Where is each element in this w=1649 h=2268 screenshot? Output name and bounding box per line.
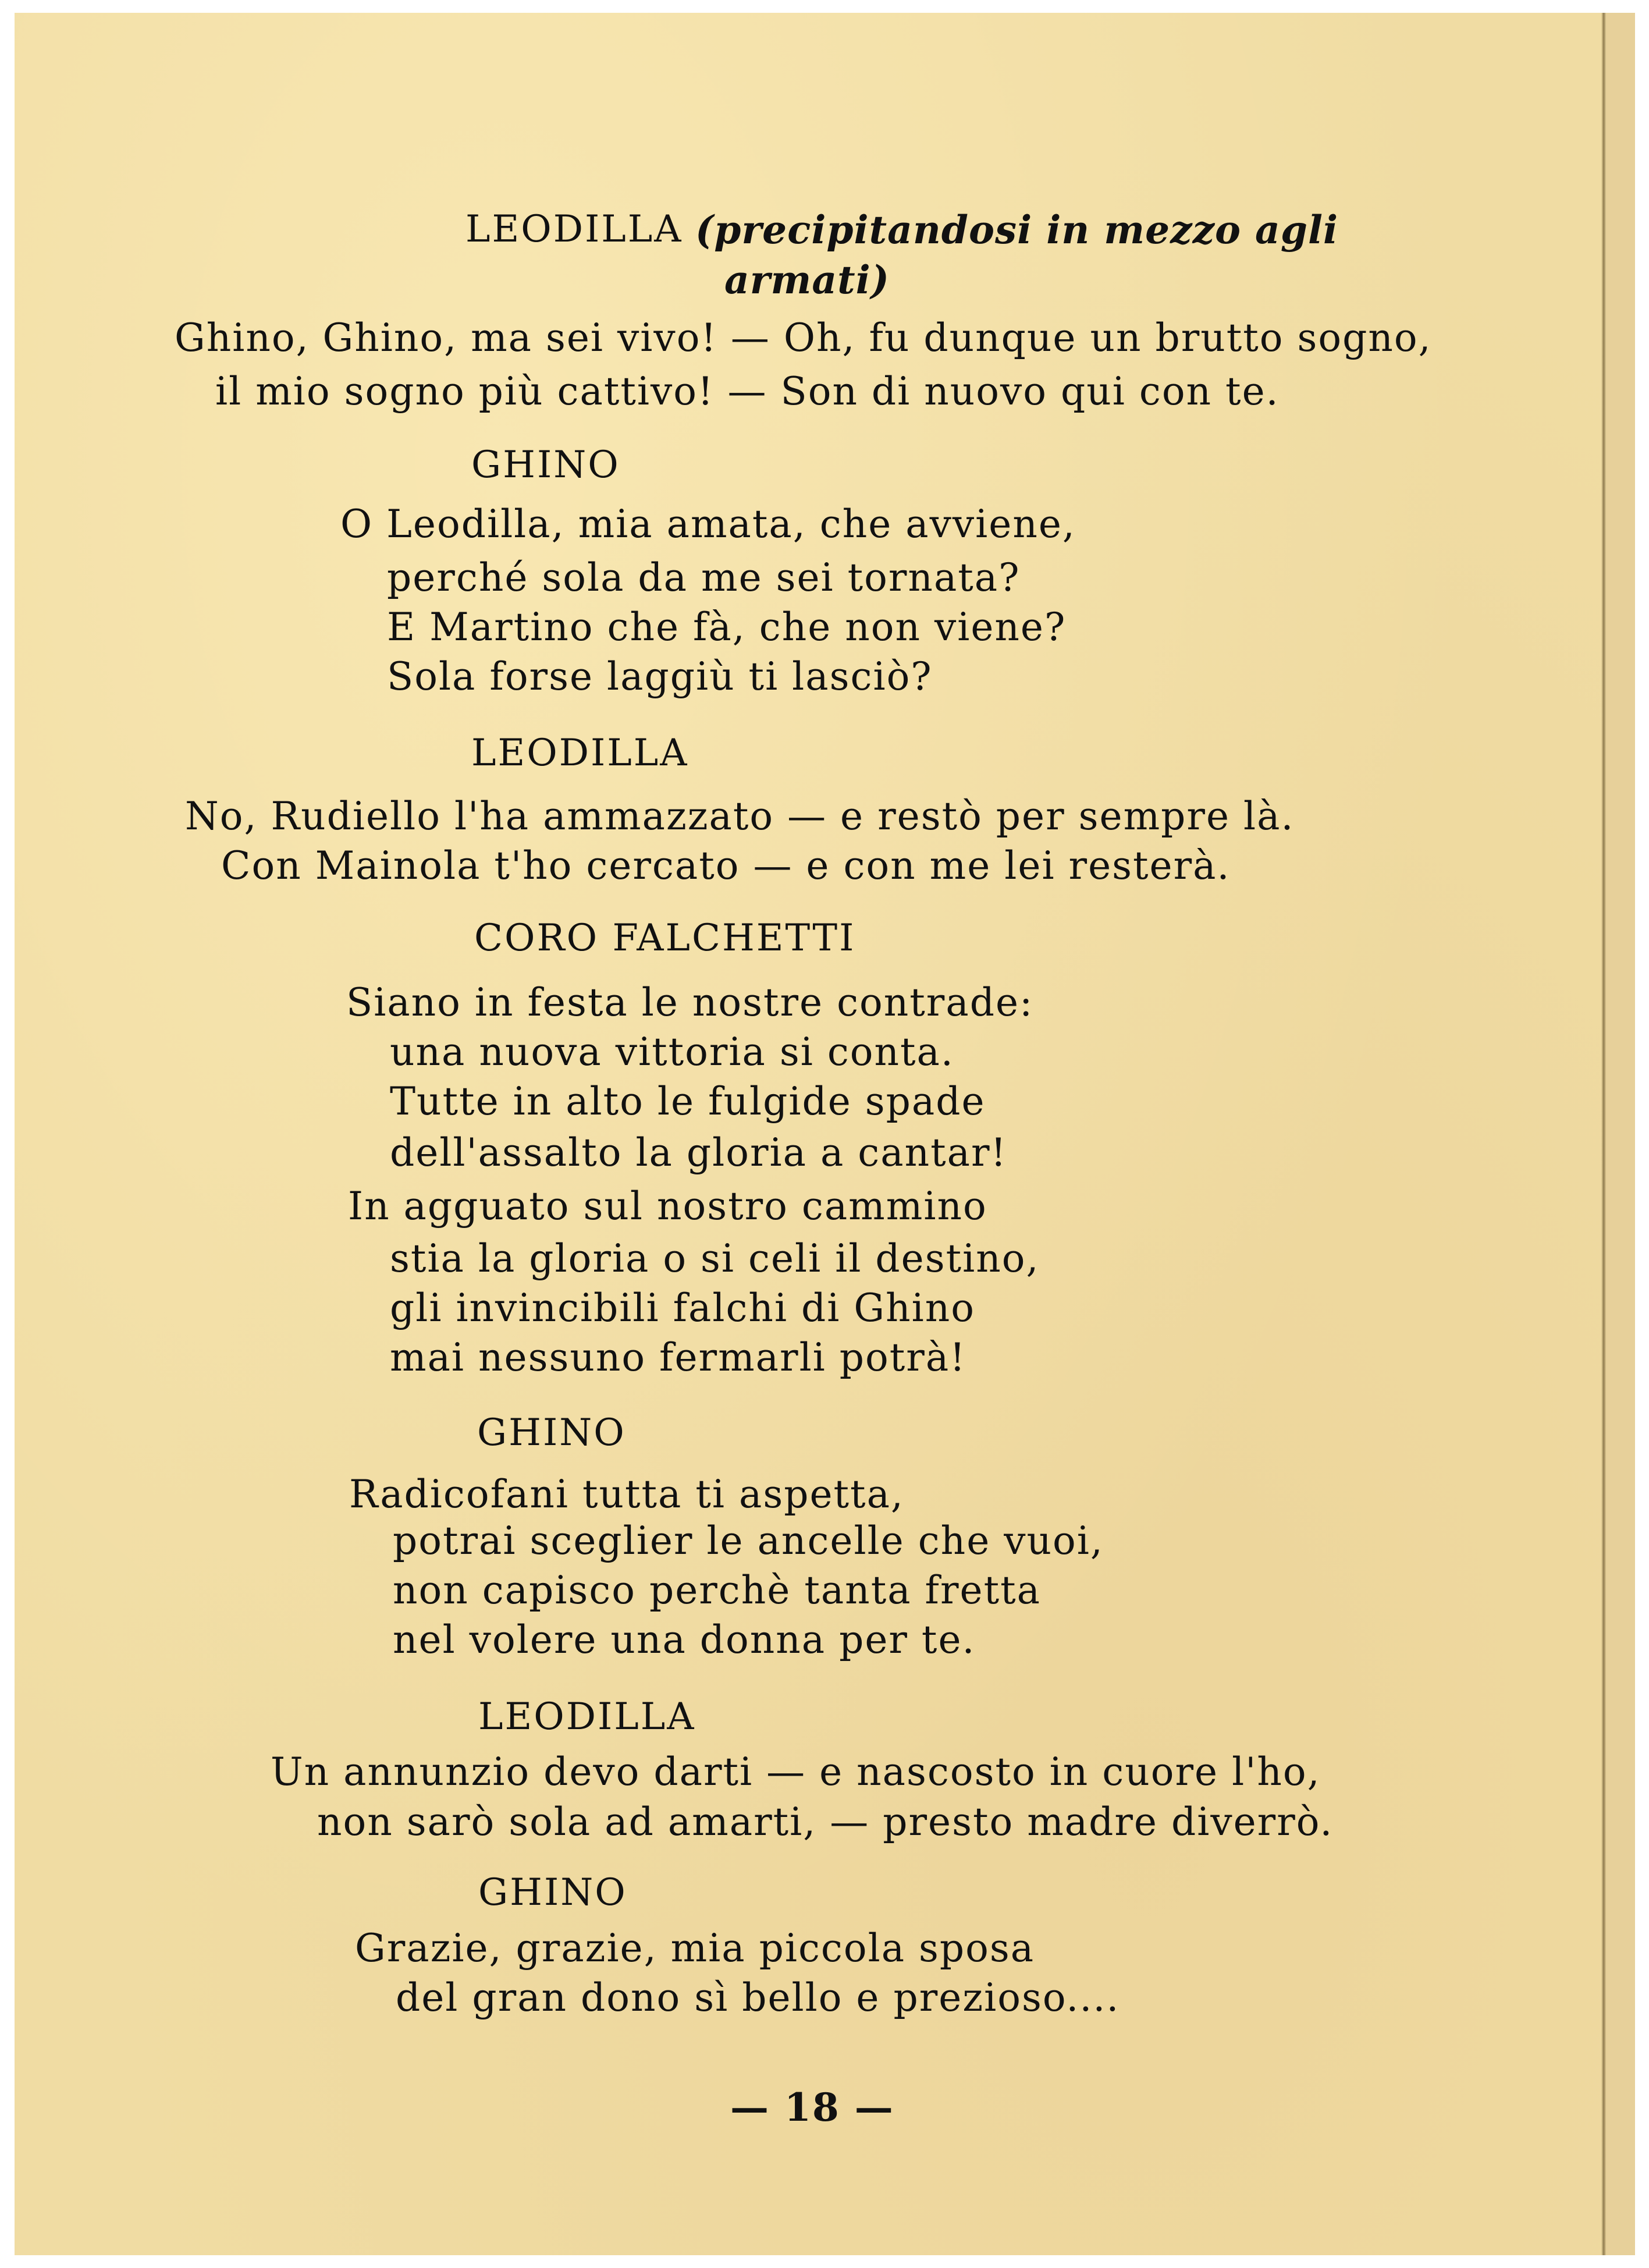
verse-line: Sola forse laggiù ti lasciò? <box>387 654 933 699</box>
verse-line: potrai sceglier le ancelle che vuoi, <box>393 1518 1104 1563</box>
speaker-name: LEODILLA <box>478 1695 696 1738</box>
page-fold <box>1601 13 1606 2255</box>
page-edge-strip <box>1606 13 1635 2255</box>
speaker-name: LEODILLA <box>471 732 689 775</box>
verse-line: No, Rudiello l'ha ammazzato — e restò per sempre là. <box>185 794 1295 839</box>
verse-line: perché sola da me sei tornata? <box>387 555 1021 600</box>
verse-line: Ghino, Ghino, ma sei vivo! — Oh, fu dunque un brutto sogno, <box>175 315 1432 360</box>
verse-line: gli invincibili falchi di Ghino <box>390 1286 975 1330</box>
speaker-name: GHINO <box>477 1411 626 1454</box>
stage-direction: (precipitandosi in mezzo agli <box>695 207 1339 253</box>
verse-line: il mio sogno più cattivo! — Son di nuovo qui con te. <box>215 369 1280 414</box>
speaker-name: LEODILLA <box>465 208 683 251</box>
verse-line: Con Mainola t'ho cercato — e con me lei resterà. <box>221 843 1231 888</box>
verse-line: O Leodilla, mia amata, che avviene, <box>340 502 1076 546</box>
verse-line: E Martino che fà, che non viene? <box>387 605 1067 649</box>
verse-line: Un annunzio devo darti — e nascosto in cuore l'ho, <box>271 1749 1321 1794</box>
verse-line: del gran dono sì bello e prezioso.... <box>396 1975 1120 2020</box>
page-number: — 18 — <box>730 2085 894 2130</box>
verse-line: In agguato sul nostro cammino <box>348 1184 987 1229</box>
speaker-name: CORO FALCHETTI <box>474 917 856 960</box>
verse-line: mai nessuno fermarli potrà! <box>390 1335 966 1380</box>
verse-line: Tutte in alto le fulgide spade <box>390 1079 986 1124</box>
verse-line: non capisco perchè tanta fretta <box>393 1568 1041 1613</box>
stage-direction: armati) <box>724 257 890 303</box>
verse-line: una nuova vittoria si conta. <box>390 1030 954 1074</box>
verse-line: Radicofani tutta ti aspetta, <box>349 1472 904 1517</box>
verse-line: Siano in festa le nostre contrade: <box>346 980 1034 1025</box>
speaker-name: GHINO <box>471 443 620 487</box>
speaker-name: GHINO <box>478 1871 627 1914</box>
verse-line: non sarò sola ad amarti, — presto madre diverrò. <box>317 1800 1334 1844</box>
verse-line: Grazie, grazie, mia piccola sposa <box>355 1926 1035 1971</box>
verse-line: stia la gloria o si celi il destino, <box>390 1236 1040 1281</box>
verse-line: nel volere una donna per te. <box>393 1617 976 1662</box>
verse-line: dell'assalto la gloria a cantar! <box>390 1130 1008 1175</box>
